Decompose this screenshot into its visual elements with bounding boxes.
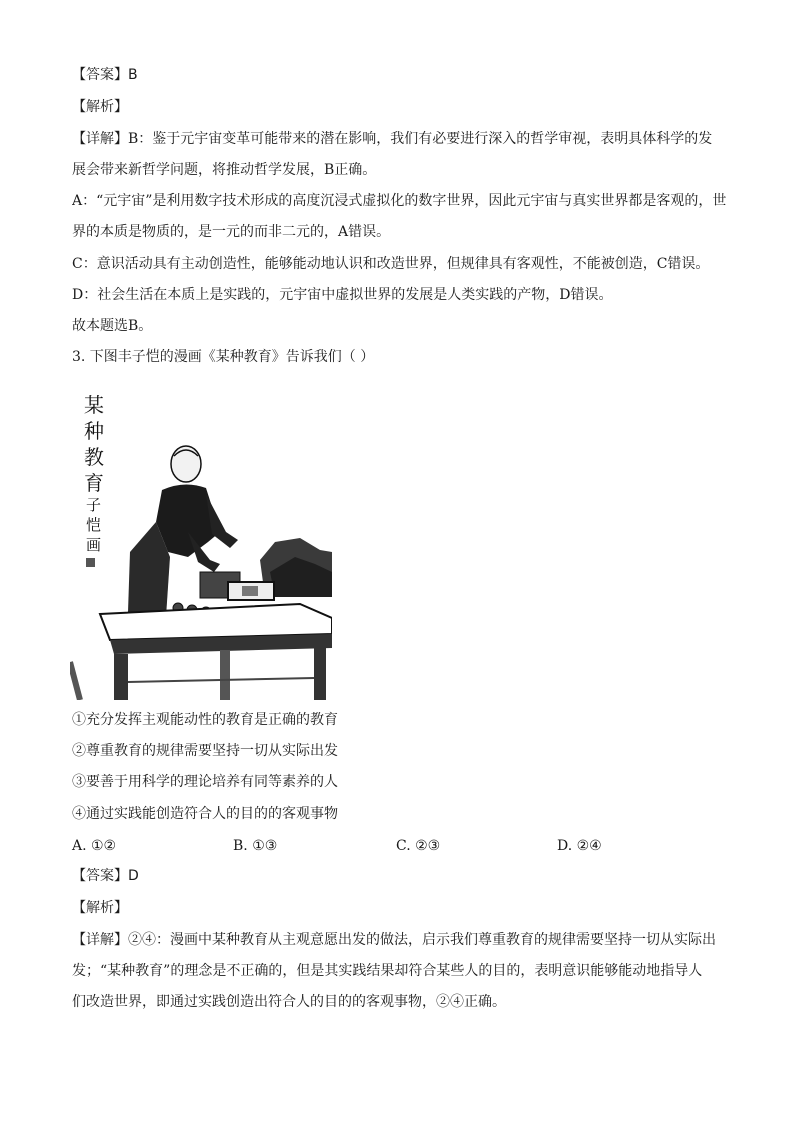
conclusion-q2: 故本题选B。 [72, 318, 153, 334]
detail-q3-line1: 【详解】②④：漫画中某种教育从主观意愿出发的做法，启示我们尊重教育的规律需要坚持一切从实际出 [72, 932, 716, 948]
statement-4: ④通过实践能创造符合人的目的的客观事物 [72, 806, 338, 822]
statement-2: ②尊重教育的规律需要坚持一切从实际出发 [72, 743, 338, 759]
statement-1: ①充分发挥主观能动性的教育是正确的教育 [72, 712, 338, 728]
figure-arm [206, 494, 238, 548]
cartoon-title-char: 种 [84, 419, 104, 443]
option-d-explanation: D：社会生活在本质上是实践的，元宇宙中虚拟世界的发展是人类实践的产物，D错误。 [72, 287, 613, 303]
detail-q3-line3: 们改造世界，即通过实践创造出符合人的目的的客观事物，②④正确。 [72, 994, 506, 1010]
choice-c: C. ②③ [396, 838, 441, 854]
cartoon-signature-char: 子 [86, 496, 102, 514]
answer-label-q2: 【答案】B [72, 67, 138, 83]
answer-label-q3: 【答案】D [72, 868, 139, 884]
seal-stamp [86, 558, 95, 567]
analysis-label-q3: 【解析】 [72, 900, 128, 916]
cartoon-signature-char: 画 [86, 536, 102, 554]
cartoon-illustration [70, 382, 332, 700]
cartoon-title-char: 育 [84, 471, 104, 495]
cartoon-title-char: 某 [84, 393, 104, 417]
cartoon-title-char: 教 [84, 445, 104, 469]
option-c-explanation: C：意识活动具有主动创造性，能够能动地认识和改造世界，但规律具有客观性，不能被创造，C错误。 [72, 256, 710, 272]
cartoon-signature-char: 恺 [86, 516, 102, 534]
figure-head [171, 446, 201, 482]
statement-3: ③要善于用科学的理论培养有同等素养的人 [72, 774, 338, 790]
analysis-label-q2: 【解析】 [72, 99, 128, 115]
detail-q3-line2: 发；“某种教育”的理念是不正确的，但是其实践结果却符合某些人的目的，表明意识能够能动地指导人 [72, 963, 703, 979]
option-a-explanation-line2: 界的本质是物质的，是一元的而非二元的，A错误。 [72, 224, 391, 240]
table-leg [114, 654, 128, 700]
choice-a: A. ①② [72, 838, 117, 854]
detail-q2-line1: 【详解】B：鉴于元宇宙变革可能带来的潜在影响，我们有必要进行深入的哲学审视，表明具体科学的发 [72, 131, 713, 147]
table-leg [220, 650, 230, 700]
question-3-stem: 3. 下图丰子恺的漫画《某种教育》告诉我们（ ） [72, 349, 375, 365]
choice-b: B. ①③ [233, 838, 278, 854]
option-a-explanation-line1: A：“元宇宙”是利用数字技术形成的高度沉浸式虚拟化的数字世界，因此元宇宙与真实世界都是客观的，世 [72, 193, 727, 209]
table-leg [314, 646, 326, 700]
detail-q2-line2: 展会带来新哲学问题，将推动哲学发展，B正确。 [72, 162, 377, 178]
choice-d: D. ②④ [557, 838, 602, 854]
